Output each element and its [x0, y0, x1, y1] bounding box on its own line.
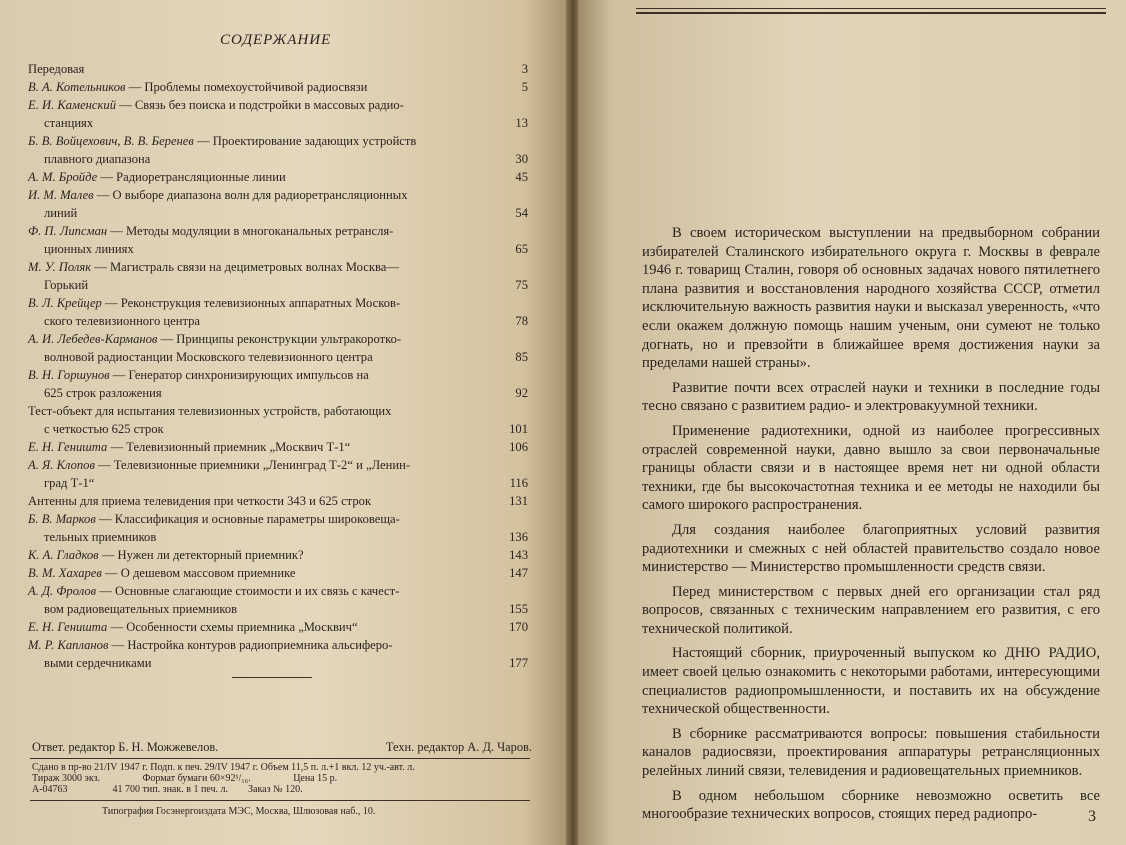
toc-page-number: 106 [509, 440, 528, 454]
toc-title-continuation: тельных приемников [44, 530, 157, 544]
toc-page-number: 136 [509, 530, 528, 544]
toc-entry-text [28, 330, 528, 366]
toc-page-number: 5 [521, 80, 528, 94]
toc-entry [28, 564, 528, 582]
paragraph: Применение радиотехники, одной из наиболее прогрессивных отраслей современной науки, давно вышло за свои первоначальные границы области связи и в настоящее время нет ни одной области техники, где бы высокочастотная техника и ее методы не находили бы самого широкого распространения. [642, 422, 1100, 514]
toc-entry-text [28, 438, 528, 456]
toc-author: Б. В. Марков [28, 512, 96, 526]
header-rule-thick [636, 12, 1106, 14]
toc-author: К. А. Гладков [28, 548, 99, 562]
toc-title: — Реконструкция телевизионных аппаратных Москов- [101, 296, 401, 310]
toc-entry [28, 582, 528, 618]
toc-title: — Телевизионный приемник „Москвич Т-1“ [107, 440, 351, 454]
toc-entry-text [28, 402, 528, 438]
toc-title: — Телевизионные приемники „Ленинград Т-2“ и „Ленин- [94, 458, 411, 472]
toc-page-number: 147 [509, 566, 528, 580]
toc-title: — Нужен ли детекторный приемник? [98, 548, 304, 562]
toc-page-number: 3 [521, 62, 528, 76]
toc-title: — Настройка контуров радиоприемника альсиферо- [108, 638, 393, 652]
toc-author: М. Р. Капланов [28, 638, 109, 652]
toc-page-number: 85 [515, 350, 528, 364]
toc-entry [28, 492, 528, 510]
toc-page-number: 75 [515, 278, 528, 292]
toc-title-continuation: линий [44, 206, 78, 220]
toc-title: Тест-объект для испытания телевизионных устройств, работающих [28, 404, 392, 418]
toc-entry-text [28, 294, 528, 330]
toc-title-continuation: станциях [44, 116, 94, 130]
toc-title: — Основные слагающие стоимости и их связь с качест- [96, 584, 400, 598]
toc-title: — Особенности схемы приемника „Москвич“ [107, 620, 358, 634]
toc-entry-text [28, 366, 528, 402]
toc-entry-text [28, 258, 528, 294]
toc-page-number: 143 [509, 548, 528, 562]
toc-author: В. Н. Горшунов [28, 368, 110, 382]
toc-title-continuation: плавного диапазона [44, 152, 151, 166]
toc-entry [28, 132, 528, 168]
toc-author: Е. Н. Геништа [28, 620, 108, 634]
paragraph: Перед министерством с первых дней его организации стал ряд вопросов, связанных с техническим направлением его развития, с его технической политикой. [642, 583, 1100, 637]
imprint-top-rule [30, 758, 530, 759]
toc-author: Е. И. Каменский [28, 98, 116, 112]
toc-entry-text [28, 636, 528, 672]
toc-author: Е. Н. Геништа [28, 440, 108, 454]
toc-page-number: 54 [515, 206, 528, 220]
toc-page-number: 170 [509, 620, 528, 634]
paragraph: Развитие почти всех отраслей науки и техники в последние годы тесно связано с развитием радио- и электровакуумной техники. [642, 379, 1100, 415]
toc-entry [28, 186, 528, 222]
toc-author: А. Д. Фролов [28, 584, 97, 598]
paragraph: Для создания наиболее благоприятных условий развития радиотехники и смежных с ней областей правительство создало новое министерство — Министерство промышленности средств связи. [642, 521, 1100, 576]
toc-entry-text [28, 222, 528, 258]
toc-entry [28, 438, 528, 456]
toc-page-number: 101 [509, 422, 528, 436]
toc-author: В. М. Хахарев [28, 566, 102, 580]
toc-page-number: 78 [515, 314, 528, 328]
toc-author: Б. В. Войцехович, В. В. Беренев [28, 134, 194, 148]
toc-author: И. М. Малев [28, 188, 94, 202]
toc-entry-text [28, 132, 528, 168]
toc-entry [28, 330, 528, 366]
toc-title: — Проблемы помехоустойчивой радиосвязи [125, 80, 368, 94]
toc-entry [28, 636, 528, 672]
toc-entry-text [28, 546, 528, 564]
toc-entry-text [28, 564, 528, 582]
toc-entry [28, 60, 528, 78]
toc-page-number: 155 [509, 602, 528, 616]
toc-page-number: 116 [509, 476, 528, 490]
toc-entry-text [28, 510, 528, 546]
toc-author: В. А. Котельников [28, 80, 126, 94]
toc-entry-text [28, 186, 528, 222]
toc-title-continuation: 625 строк разложения [44, 386, 162, 400]
paragraph: В своем историческом выступлении на предвыборном собрании избирателей Сталинского избирательного округа г. Москвы в феврале 1946 г. товарищ Сталин, говоря об основных задачах нового пятилетнего плана развития и восстановления народного хозяйства СССР, отметил исключительную важность развития науки и высказал уверенность, «что если окажем должную помощь нашим ученым, они сумеют не только догнать, но и превзойти в ближайшее время достижения науки за пределами нашей страны». [642, 225, 1100, 372]
divider-line [232, 677, 312, 678]
toc-title: — Радиоретрансляционные линии [97, 170, 286, 184]
toc-entry-text [28, 492, 528, 510]
toc-title: — Магистраль связи на дециметровых волнах Москва— [91, 260, 399, 274]
toc-page-number: 30 [515, 152, 528, 166]
toc-entry [28, 258, 528, 294]
toc-entry [28, 546, 528, 564]
toc-author: А. М. Бройде [28, 170, 98, 184]
technical-editor: Техн. редактор А. Д. Чаров. [385, 740, 532, 754]
toc-title-continuation: выми сердечниками [44, 656, 152, 670]
foreword-text [642, 224, 1100, 830]
toc-page-number: 92 [515, 386, 528, 400]
contents-title: СОДЕРЖАНИЕ [220, 32, 332, 48]
toc-title: Передовая [28, 62, 85, 76]
toc-entry-text [28, 78, 528, 96]
imprint-line: Тираж 3000 экз. Формат бумаги 60×92¹/₁₆. Цена 15 р. [32, 773, 338, 784]
toc-title: — Принципы реконструкции ультракоротко- [157, 332, 402, 346]
toc-author: В. Л. Крейцер [28, 296, 102, 310]
toc-entry [28, 78, 528, 96]
toc-entry-text [28, 168, 528, 186]
toc-author: А. Я. Клопов [28, 458, 95, 472]
paragraph: Настоящий сборник, приуроченный выпуском ко ДНЮ РАДИО, имеет своей целью ознакомить с некоторыми работами, интересующими специалистов радиопромышленности, и поставить их на обсуждение технической общественности. [642, 645, 1100, 718]
toc-author: А. И. Лебедев-Карманов [28, 332, 158, 346]
toc-entry-text [28, 96, 528, 132]
responsible-editor: Ответ. редактор Б. Н. Можжевелов. [32, 740, 219, 754]
header-rule [636, 8, 1106, 9]
imprint-bottom-rule [30, 800, 530, 801]
toc-title-continuation: ского телевизионного центра [44, 314, 201, 328]
toc-entry [28, 366, 528, 402]
toc-title-continuation: вом радиовещательных приемников [44, 602, 238, 616]
table-of-contents [28, 60, 528, 672]
toc-entry-text [28, 60, 528, 78]
toc-title-continuation: волновой радиостанции Московского телевизионного центра [44, 350, 373, 364]
toc-entry [28, 222, 528, 258]
toc-entry [28, 510, 528, 546]
imprint-line: Сдано в пр-во 21/IV 1947 г. Подп. к печ. 29/IV 1947 г. Объем 11,5 п. л.+1 вкл. 12 уч.-авт. л. [32, 762, 415, 773]
toc-page-number: 177 [509, 656, 528, 670]
toc-entry [28, 618, 528, 636]
toc-title-continuation: град Т-1“ [44, 476, 95, 490]
toc-title: — Связь без поиска и подстройки в массовых радио- [116, 98, 404, 112]
toc-title-continuation: ционных линиях [44, 242, 134, 256]
toc-entry [28, 168, 528, 186]
page-number: 3 [1088, 808, 1096, 825]
toc-title: — Проектирование задающих устройств [193, 134, 417, 148]
toc-title: — О дешевом массовом приемнике [101, 566, 296, 580]
toc-title: — Классификация и основные параметры широковеща- [95, 512, 400, 526]
toc-page-number: 131 [509, 494, 528, 508]
toc-page-number: 13 [515, 116, 528, 130]
toc-page-number: 45 [515, 170, 528, 184]
toc-title-continuation: Горький [44, 278, 89, 292]
imprint-block [32, 762, 532, 795]
toc-entry [28, 402, 528, 438]
printer-line: Типография Госэнергоиздата МЭС, Москва, Шлюзовая наб., 10. [102, 806, 376, 817]
toc-author: Ф. П. Липсман [28, 224, 108, 238]
paragraph: В сборнике рассматриваются вопросы: повышения стабильности каналов радиосвязи, проектирования аппаратуры ретрансляционных релейных линий связи, телевидения и радиовещательных приемников. [642, 725, 1100, 780]
imprint-line: А-04763 41 700 тип. знак. в 1 печ. л. Заказ № 120. [32, 784, 303, 795]
toc-page-number: 65 [515, 242, 528, 256]
toc-author: М. У. Поляк [28, 260, 92, 274]
paragraph: В одном небольшом сборнике невозможно осветить все многообразие технических вопросов, стоящих перед радиопро- [642, 787, 1100, 823]
toc-title: — Генератор синхронизирующих импульсов на [109, 368, 369, 382]
toc-title-continuation: с четкостью 625 строк [44, 422, 164, 436]
toc-entry [28, 456, 528, 492]
toc-title: Антенны для приема телевидения при четкости 343 и 625 строк [28, 494, 372, 508]
toc-entry [28, 294, 528, 330]
toc-title: — Методы модуляции в многоканальных ретрансля- [107, 224, 394, 238]
toc-entry-text [28, 456, 528, 492]
toc-entry-text [28, 618, 528, 636]
toc-entry [28, 96, 528, 132]
toc-entry-text [28, 582, 528, 618]
toc-title: — О выборе диапазона волн для радиоретрансляционных [93, 188, 408, 202]
